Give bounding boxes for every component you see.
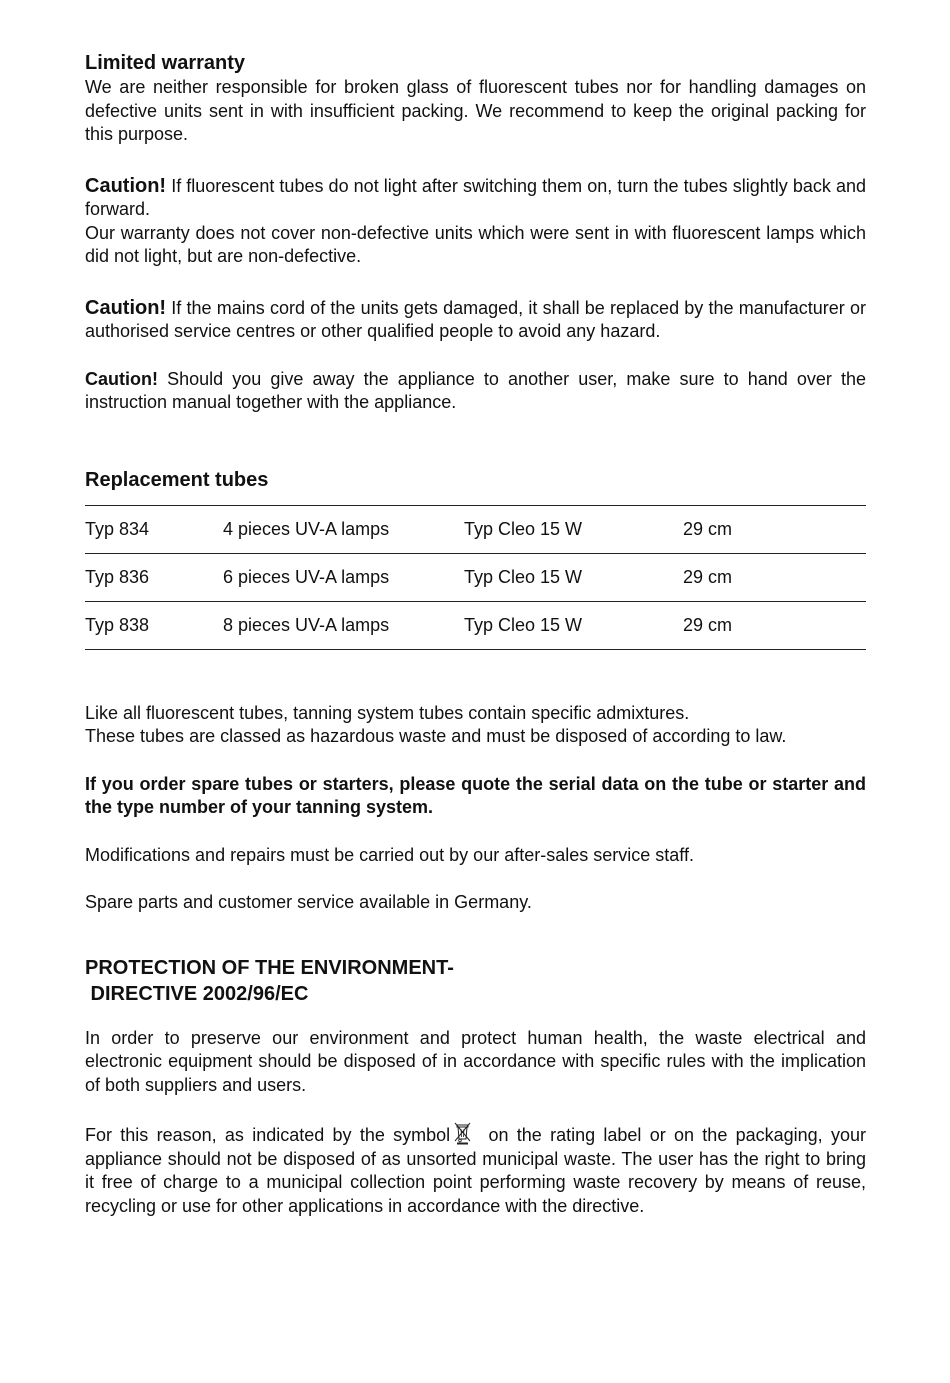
replacement-tubes-title: Replacement tubes	[85, 468, 269, 491]
warranty-text: We are neither responsible for broken glass of fluorescent tubes nor for handling damages on defective units sent in with insufficient packing. We recommend to keep the original packing for this purpose.	[85, 77, 866, 144]
tube-lamp-cell: Typ Cleo 15 W	[464, 566, 583, 587]
table-row	[85, 505, 866, 553]
warranty-title: Limited warranty	[85, 52, 246, 74]
spare-parts-note: Spare parts and customer service available in Germany.	[85, 892, 532, 912]
hazard-line-1: Like all fluorescent tubes, tanning system tubes contain specific admixtures.	[85, 702, 690, 723]
table-row	[85, 601, 866, 649]
manual-page	[85, 50, 866, 1218]
crossed-out-wheelie-bin-icon	[452, 1121, 474, 1145]
hazardous-waste-paragraph	[85, 702, 866, 749]
tube-lamp-cell: Typ Cleo 15 W	[464, 518, 583, 539]
tube-type-cell: Typ 836	[85, 566, 150, 587]
tube-length-cell: 29 cm	[683, 518, 733, 539]
caution-hand-over-text: Should you give away the appliance to another user, make sure to hand over the instruction manual together with the appliance.	[85, 368, 866, 412]
environment-para2-start: For this reason, as indicated by the symbol	[85, 1125, 451, 1145]
tube-length-cell: 29 cm	[683, 614, 733, 635]
environment-title-line-1: PROTECTION OF THE ENVIRONMENT-	[85, 956, 454, 979]
caution-label: Caution!	[85, 368, 158, 389]
tube-length-cell: 29 cm	[683, 566, 733, 587]
caution-hand-over-paragraph	[85, 368, 866, 415]
tube-type-cell: Typ 834	[85, 518, 150, 539]
warranty-exclusion-text: Our warranty does not cover non-defective units which were sent in with fluorescent lamps which did not light, but are non-defective.	[85, 222, 866, 266]
caution-mains-cord-paragraph	[85, 297, 866, 344]
tube-pieces-cell: 8 pieces UV-A lamps	[223, 614, 390, 635]
caution-label: Caution!	[85, 296, 167, 319]
environment-paragraph-1: In order to preserve our environment and protect human health, the waste electrical and electronic equipment should be disposed of in accordance with specific rules with the implication of both suppliers and users.	[85, 1027, 866, 1095]
modifications-note: Modifications and repairs must be carried out by our after-sales service staff.	[85, 844, 694, 865]
environment-paragraph-2	[85, 1121, 866, 1218]
environment-title	[85, 955, 866, 1007]
tube-lamp-cell: Typ Cleo 15 W	[464, 614, 583, 635]
environment-title-line-2: DIRECTIVE 2002/96/EC	[85, 982, 309, 1005]
caution-tubes-paragraph	[85, 175, 866, 269]
order-note: If you order spare tubes or starters, please quote the serial data on the tube or starter and the type number of your tanning system.	[85, 773, 866, 817]
caution-tubes-text: If fluorescent tubes do not light after switching them on, turn the tubes slightly back and forward.	[85, 175, 866, 219]
environment-para2-end: on the rating label or on the packaging, your appliance should not be disposed of as unsorted municipal waste. The user has the right to bring it free of charge to a municipal collection point performing waste recovery by means of reuse, recycling or use for other applications in accordance with the directive.	[85, 1125, 866, 1216]
tube-type-cell: Typ 838	[85, 614, 150, 635]
tube-pieces-cell: 6 pieces UV-A lamps	[223, 566, 390, 587]
tube-pieces-cell: 4 pieces UV-A lamps	[223, 518, 390, 539]
replacement-tubes-table	[85, 505, 866, 650]
hazard-line-2: These tubes are classed as hazardous waste and must be disposed of according to law.	[85, 726, 787, 746]
table-row	[85, 553, 866, 601]
caution-label: Caution!	[85, 174, 167, 197]
caution-mains-cord-text: If the mains cord of the units gets damaged, it shall be replaced by the manufacturer or authorised service centres or other qualified people to avoid any hazard.	[85, 297, 866, 341]
